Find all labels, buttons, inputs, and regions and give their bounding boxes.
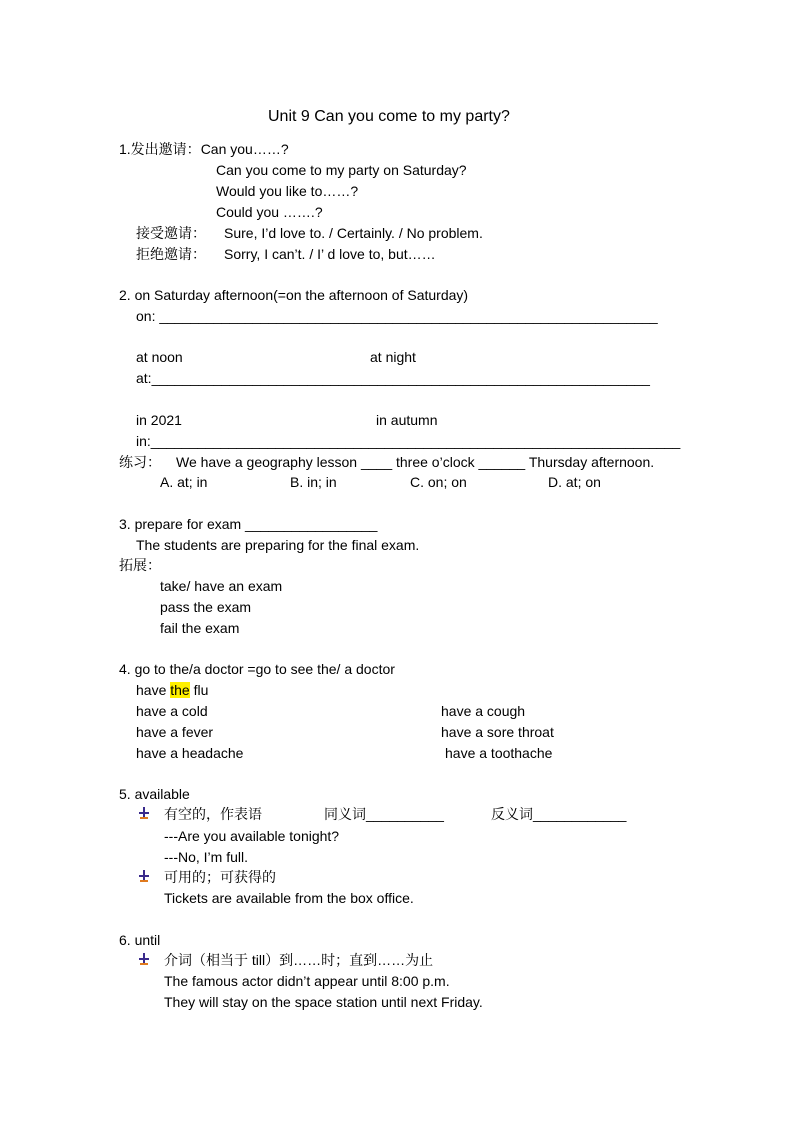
s1-heading (119, 140, 289, 158)
s4-flu-highlight: the (170, 682, 190, 698)
s1-example-2: Would you like to……? (216, 183, 359, 199)
s2-practice-label: 练习： (119, 454, 161, 470)
s2-option-c: C. on; on (410, 474, 467, 490)
s4-flu-line (136, 681, 208, 699)
s1-heading-label: 1.发出邀请： (119, 141, 201, 157)
s6-example-1: The famous actor didn’t appear until 8:00 p.m. (164, 973, 450, 989)
s3-item-3: fail the exam (160, 620, 240, 636)
s4-flu-pre: have (136, 682, 171, 698)
s3-heading: 3. prepare for exam _________________ (119, 516, 378, 532)
s4-left-1: have a cold (136, 703, 208, 719)
s4-right-1: have a cough (441, 703, 526, 719)
s2-on-line: on: ________________________________________________________________ (136, 308, 658, 324)
s2-option-a: A. at; in (160, 474, 208, 490)
s3-item-1: take/ have an exam (160, 578, 283, 594)
s2-at-example-1: at noon (136, 349, 183, 365)
s4-left-3: have a headache (136, 745, 244, 761)
s2-heading: 2. on Saturday afternoon(=on the afternoon of Saturday) (119, 287, 469, 303)
s1-accept-text: Sure, I’d love to. / Certainly. / No problem. (224, 225, 483, 241)
s4-right-3: have a toothache (445, 745, 553, 761)
s2-in-example-2: in autumn (376, 412, 438, 428)
s1-example-3: Could you …….? (216, 204, 323, 220)
s6-example-2: They will stay on the space station until next Friday. (164, 994, 483, 1010)
s3-extend-label: 拓展： (119, 557, 161, 573)
s2-option-b: B. in; in (290, 474, 337, 490)
s6-meaning: 介词（相当于 till）到……时；直到……为止 (164, 952, 434, 968)
s2-practice-text: We have a geography lesson ____ three o’clock ______ Thursday afternoon. (176, 454, 655, 470)
s4-heading: 4. go to the/a doctor =go to see the/ a doctor (119, 661, 395, 677)
s5-meaning-2: 可用的；可获得的 (164, 869, 276, 885)
bullet-arrow-icon (137, 869, 151, 883)
s5-synonym: 同义词__________ (324, 806, 444, 822)
s5-dialog-2: ---No, I’m full. (164, 849, 248, 865)
s2-option-d: D. at; on (548, 474, 601, 490)
s5-antonym: 反义词____________ (491, 806, 627, 822)
s5-dialog-1: ---Are you available tonight? (164, 828, 340, 844)
s1-accept-label: 接受邀请： (136, 225, 206, 241)
s6-heading: 6. until (119, 932, 161, 948)
s2-at-line: at:________________________________________________________________ (136, 370, 650, 386)
s5-meaning-1: 有空的，作表语 (164, 806, 262, 822)
s1-refuse-label: 拒绝邀请： (136, 246, 206, 262)
s2-at-example-2: at night (370, 349, 416, 365)
s2-in-line: in:____________________________________________________________________ (136, 433, 681, 449)
s4-right-2: have a sore throat (441, 724, 554, 740)
s3-item-2: pass the exam (160, 599, 252, 615)
s4-flu-post: flu (189, 682, 209, 698)
s2-in-example-1: in 2021 (136, 412, 182, 428)
s1-heading-example: Can you……? (200, 141, 289, 157)
bullet-arrow-icon (137, 952, 151, 966)
page-title: Unit 9 Can you come to my party? (268, 108, 510, 125)
bullet-arrow-icon (137, 806, 151, 820)
s5-heading: 5. available (119, 786, 190, 802)
s1-refuse-text: Sorry, I can’t. / I’ d love to, but…… (224, 246, 436, 262)
s5-example-2: Tickets are available from the box office. (164, 890, 414, 906)
s1-example-1: Can you come to my party on Saturday? (216, 162, 467, 178)
s4-left-2: have a fever (136, 724, 214, 740)
s3-example: The students are preparing for the final exam. (136, 537, 420, 553)
